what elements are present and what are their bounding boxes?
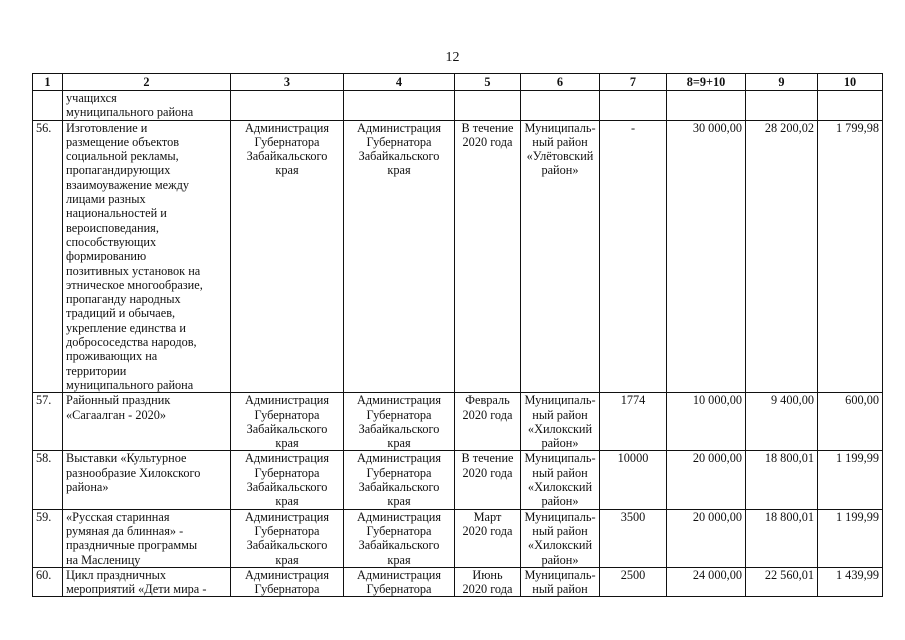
table-row [33, 91, 883, 121]
executor: Администрация Губернатора [356, 567, 442, 597]
local-amount: 1 439,99 [818, 567, 883, 597]
total-amount [667, 91, 746, 121]
total-amount: 10 000,00 [667, 393, 746, 451]
place: Муниципаль- ный район «Улётовский район» [524, 120, 596, 178]
customer: Администрация Губернатора Забайкальского края [244, 451, 330, 509]
place: Муниципаль- ный район [524, 567, 596, 597]
measure-name: Изготовление и размещение объектов социальной рекламы, пропагандирующих взаимоуважение между лицами разных национальностей и вероисповедания, способствующих формированию позитивных установок на этническое многообразие, пропаганду народных традиций и обычаев, укрепление единства и добрососедства народов, проживающих на территории муниципального района [66, 120, 203, 392]
participants: 10000 [600, 451, 667, 509]
period: В течение 2020 года [461, 451, 514, 480]
period: В течение 2020 года [461, 120, 514, 149]
local-amount: 1 199,99 [818, 451, 883, 509]
executor: Администрация Губернатора Забайкальского края [356, 451, 442, 509]
period: Март 2020 года [462, 509, 513, 538]
executor: Администрация Губернатора Забайкальского края [356, 120, 442, 178]
local-amount: 1 799,98 [818, 120, 883, 393]
participants: - [600, 120, 667, 393]
row-number [33, 91, 63, 121]
header-cell: 7 [600, 74, 667, 91]
place: Муниципаль- ный район «Хилокский район» [524, 451, 596, 509]
participants: 3500 [600, 509, 667, 567]
header-cell: 5 [455, 74, 521, 91]
total-amount: 30 000,00 [667, 120, 746, 393]
header-cell: 6 [521, 74, 600, 91]
customer: Администрация Губернатора Забайкальского края [244, 393, 330, 451]
participants [600, 91, 667, 121]
regional-amount: 22 560,01 [746, 567, 818, 597]
customer: Администрация Губернатора Забайкальского края [244, 509, 330, 567]
executor: Администрация Губернатора Забайкальского края [356, 393, 442, 451]
row-number: 59. [33, 509, 63, 567]
regional-amount [746, 91, 818, 121]
total-amount: 24 000,00 [667, 567, 746, 597]
row-number: 60. [33, 567, 63, 597]
table-row [33, 451, 883, 509]
header-row [33, 74, 883, 91]
measure-name: учащихся муниципального района [66, 91, 194, 120]
header-cell: 2 [63, 74, 231, 91]
total-amount: 20 000,00 [667, 451, 746, 509]
local-amount [818, 91, 883, 121]
header-cell: 4 [344, 74, 455, 91]
executor: Администрация Губернатора Забайкальского края [356, 509, 442, 567]
row-number: 57. [33, 393, 63, 451]
measure-name: Выставки «Культурное разнообразие Хилокского района» [66, 451, 201, 495]
customer: Администрация Губернатора Забайкальского края [244, 120, 330, 178]
table-row [33, 393, 883, 451]
page-number: 12 [445, 50, 460, 65]
participants: 1774 [600, 393, 667, 451]
local-amount: 600,00 [818, 393, 883, 451]
row-number: 56. [33, 120, 63, 393]
header-cell: 3 [231, 74, 344, 91]
header-cell: 9 [746, 74, 818, 91]
header-cell: 10 [818, 74, 883, 91]
total-amount: 20 000,00 [667, 509, 746, 567]
measure-name: Цикл праздничных мероприятий «Дети мира - [66, 567, 207, 597]
place: Муниципаль- ный район «Хилокский район» [524, 393, 596, 451]
period: Июнь 2020 года [462, 567, 513, 597]
measures-table [32, 73, 883, 597]
table-row [33, 120, 883, 393]
period: Февраль 2020 года [462, 393, 513, 422]
customer: Администрация Губернатора [244, 567, 330, 597]
measure-name: Районный праздник «Сагаалган - 2020» [66, 393, 171, 422]
table-row [33, 567, 883, 597]
regional-amount: 18 800,01 [746, 451, 818, 509]
row-number: 58. [33, 451, 63, 509]
local-amount: 1 199,99 [818, 509, 883, 567]
regional-amount: 18 800,01 [746, 509, 818, 567]
regional-amount: 9 400,00 [746, 393, 818, 451]
regional-amount: 28 200,02 [746, 120, 818, 393]
place: Муниципаль- ный район «Хилокский район» [524, 509, 596, 567]
measure-name: «Русская старинная румяная да блинная» - праздничные программы на Масленицу [66, 509, 198, 567]
header-cell: 8=9+10 [667, 74, 746, 91]
participants: 2500 [600, 567, 667, 597]
header-cell: 1 [33, 74, 63, 91]
table-row [33, 509, 883, 567]
